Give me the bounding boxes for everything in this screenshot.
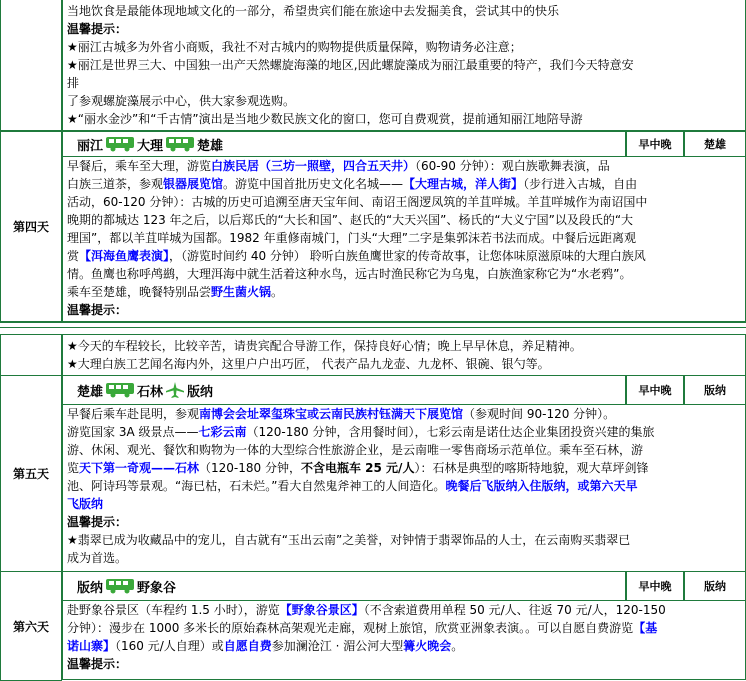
day6-body-cell [62, 600, 746, 680]
body-text: 览 [67, 461, 80, 475]
day4-notes [67, 337, 741, 373]
body-text: 情。鱼鹰也称呼鸬鹚，大理洱海中就生活着这种水鸟，远古时渔民称它为乌鬼，白族渔家称它为“水老鸦”。 [67, 267, 632, 281]
body-text: 游、休闲、观光、餐饮和购物为一体的大型综合性旅游企业，是云南唯一零售商场示范单位。乘车至石林，游 [67, 443, 644, 457]
day5-stay-cell [684, 375, 746, 405]
highlight-text: 晚餐后飞版纳入住版纳，或第六天早 [445, 479, 638, 493]
day4-text-line [67, 283, 741, 301]
bus-icon [105, 135, 135, 153]
bold-text: 不含电瓶车 25 元/人 [301, 461, 415, 475]
day4-text-line [67, 157, 741, 175]
highlight-text: 野生菌火锅 [211, 285, 272, 299]
highlight-text: 诺山寨】 [67, 639, 116, 653]
body-text: ）：石林是典型的喀斯特地貌，观大草坪剑锋 [414, 461, 649, 475]
day5-route-cell [62, 375, 626, 405]
day5-text-line [67, 423, 741, 441]
body-text: （60-90 分钟）：观白族歌舞表演，品 [415, 159, 610, 173]
body-text: （不含索道费用单程 50 元/人、往返 70 元/人，120-150 [363, 603, 666, 617]
day4-label-cell [0, 131, 62, 322]
day5-meal: 早中晚 [638, 384, 672, 397]
body-text: 白族三道茶，参观 [67, 177, 164, 191]
body-text: （参观时间 90-120 分钟）。 [463, 407, 616, 421]
day4-text-line [67, 247, 741, 265]
day5-description [67, 405, 741, 567]
highlight-text: 【大理古城，洋人街】 [403, 177, 524, 191]
day4-note-line: ★大理白族工艺闻名海内外，这里户户出巧匠， 代表产品九龙壶、九龙杯、银碗、银勺等。 [67, 357, 550, 371]
day4-route-to: 大理 [137, 138, 164, 154]
day4-meal-cell [626, 131, 684, 157]
body-text: 。 [271, 285, 284, 299]
day6-label-cell [0, 571, 62, 681]
body-text: 。游览中国首批历史文化名城—— [223, 177, 404, 191]
day3-note-line: ★丽江古城多为外省小商贩，我社不对古城内的购物提供质量保障，购物请务必注意； [67, 40, 522, 54]
highlight-text: 自愿自费 [223, 639, 272, 653]
day6-stay: 版纳 [704, 580, 726, 593]
day3-note-line: ★丽江是世界三大、中国独一出产天然螺旋海藻的地区,因此螺旋藻成为丽江最重要的特产，我们今天特意安 [67, 58, 634, 72]
day6-route-to: 野象谷 [137, 580, 177, 596]
highlight-text: 南博会会址翠玺珠宝或云南民族村钰满天下展览馆 [199, 407, 464, 421]
day5-text-line [67, 495, 741, 513]
day4-description [67, 157, 741, 319]
day6-text-line [67, 601, 741, 619]
body-text: 赴野象谷景区（车程约 1.5 小时），游览 [67, 603, 280, 617]
body-text: （160 元/人自理）或 [115, 639, 224, 653]
day4-route-cell [62, 131, 626, 157]
day3-note-line: 了参观螺旋藻展示中心，供大家参观选购。 [67, 94, 296, 108]
body-text: 晚期的都城达 123 年之后，以后郑氏的“大长和国”、赵氏的“大天兴国”、杨氏的“大义宁国”以及段氏的“大 [67, 213, 634, 227]
day5-label: 第五天 [12, 467, 49, 481]
day4-text-line [67, 175, 741, 193]
day5-text-line [67, 477, 741, 495]
day4-route-to2: 楚雄 [197, 138, 224, 154]
day5-body-cell [62, 404, 746, 572]
body-text: 游览国家 3A 级景点—— [67, 425, 199, 439]
bold-text: 温馨提示： [67, 657, 128, 671]
day6-meal-cell [626, 571, 684, 601]
bold-text: 温馨提示： [67, 303, 128, 317]
body-text: 早餐后乘车赴昆明，参观 [67, 407, 200, 421]
day3-notes [67, 2, 741, 128]
body-text: （120-180 分钟，含用餐时间），七彩云南是诺仕达企业集团投资兴建的集旅 [246, 425, 655, 439]
body-text: 。 [451, 639, 464, 653]
body-text: 乘车至楚雄，晚餐特别品尝 [67, 285, 212, 299]
bus-icon [105, 381, 135, 399]
day6-description [67, 601, 741, 673]
day5-text-line [67, 405, 741, 423]
day6-text-line [67, 655, 741, 673]
highlight-text: 七彩云南 [198, 425, 247, 439]
day4-notes-block [62, 334, 746, 376]
body-text: ★翡翠已成为收藏品中的宠儿，自古就有“玉出云南”之美誉，对钟情于翡翠饰品的人士，在云南购买翡翠已 [67, 533, 631, 547]
body-text: 分钟）：漫步在 1000 多米长的原始森林高架观光走廊，观树上旅馆，欣赏亚洲象表演。。可以自愿自费游览 [67, 621, 634, 635]
body-text: 池、阿诗玛等景观。“海已枯，石未烂。”看大自然鬼斧神工的人间造化。 [67, 479, 446, 493]
day4-route [63, 132, 625, 156]
day5-text-line [67, 441, 741, 459]
highlight-text: 飞版纳 [67, 497, 104, 511]
bus-icon [105, 577, 135, 595]
day5-stay: 版纳 [704, 384, 726, 397]
day3-note-line: 当地饮食是最能体现地域文化的一部分，希望贵宾们能在旅途中去发掘美食，尝试其中的快乐 [67, 4, 560, 18]
day5-meal-cell [626, 375, 684, 405]
plane-icon [165, 381, 185, 399]
day4-route-from: 丽江 [77, 138, 104, 154]
highlight-text: 银器展览馆 [163, 177, 224, 191]
body-text: （120-180 分钟， [199, 461, 301, 475]
day6-text-line [67, 637, 741, 655]
highlight-text: 【洱海鱼鹰表演】 [79, 249, 170, 263]
day4-stay-cell [684, 131, 746, 157]
day6-route-cell [62, 571, 626, 601]
day4-note-line: ★今天的车程较长，比较辛苦，请贵宾配合导游工作，保持良好心情；晚上早早休息，养足精神。 [67, 339, 582, 353]
highlight-text: 白族民居（三坊一照壁，四合五天井） [211, 159, 416, 173]
bus-icon [165, 135, 195, 153]
highlight-text: 天下第一奇观——石林 [79, 461, 200, 475]
day6-route-from: 版纳 [77, 580, 104, 596]
body-text: 理国”，都以羊苴咩城为国都。1982 年重修南城门，门头“大理”二字是集郭沫若书法而成。中餐后远距离观 [67, 231, 637, 245]
day6-text-line [67, 619, 741, 637]
day6-label: 第六天 [12, 619, 49, 634]
body-text: 赏 [67, 249, 80, 263]
day5-route-to: 石林 [137, 384, 164, 400]
body-text: （步行进入古城，自由 [523, 177, 638, 191]
day3-continuation-block [62, 0, 746, 131]
day4-stay: 楚雄 [704, 138, 726, 151]
day5-text-line [67, 513, 741, 531]
day6-meal: 早中晚 [638, 580, 672, 593]
highlight-text: 篝火晚会 [403, 639, 452, 653]
day3-note-line: ★“丽水金沙”和“千古情”演出是当地少数民族文化的窗口，您可自费观赏，提前通知丽江地陪导游 [67, 112, 583, 126]
body-text: 成为首选。 [67, 551, 128, 565]
day4-text-line [67, 193, 741, 211]
day4-text-line [67, 229, 741, 247]
day4-text-line [67, 265, 741, 283]
day5-route-to2: 版纳 [187, 384, 214, 400]
day4-label: 第四天 [12, 220, 49, 234]
day4-meal: 早中晚 [638, 138, 672, 151]
day4-body-cell [62, 156, 746, 322]
body-text: 参加澜沧江 · 湄公河大型 [271, 639, 404, 653]
day6-stay-cell [684, 571, 746, 601]
day5-text-line [67, 531, 741, 549]
day3-note-line: 排 [67, 76, 80, 90]
bold-text: 温馨提示： [67, 515, 128, 529]
day4-text-line [67, 301, 741, 319]
body-text: 早餐后，乘车至大理，游览 [67, 159, 212, 173]
day6-route [63, 572, 625, 600]
day5-route-from: 楚雄 [77, 384, 104, 400]
body-text: ，（游览时间约 40 分钟） 聆听白族鱼鹰世家的传奇故事，让您体味原滋原味的大理白族风 [169, 249, 646, 263]
day4-text-line [67, 211, 741, 229]
day5-text-line [67, 459, 741, 477]
day5-label-cell [0, 375, 62, 572]
highlight-text: 【野象谷景区】 [279, 603, 364, 617]
page-break [0, 322, 746, 328]
day3-note-line: 温馨提示： [67, 22, 128, 36]
highlight-text: 【基 [633, 621, 658, 635]
day5-route [63, 376, 625, 404]
day5-text-line [67, 549, 741, 567]
day3-label-cell [0, 0, 62, 131]
body-text: 活动，60-120 分钟）：古城的历史可追溯至唐天宝年间、南诏王阁逻凤筑的羊苴咩城。羊苴咩城作为南诏国中 [67, 195, 648, 209]
mid-label-cell [0, 334, 62, 376]
